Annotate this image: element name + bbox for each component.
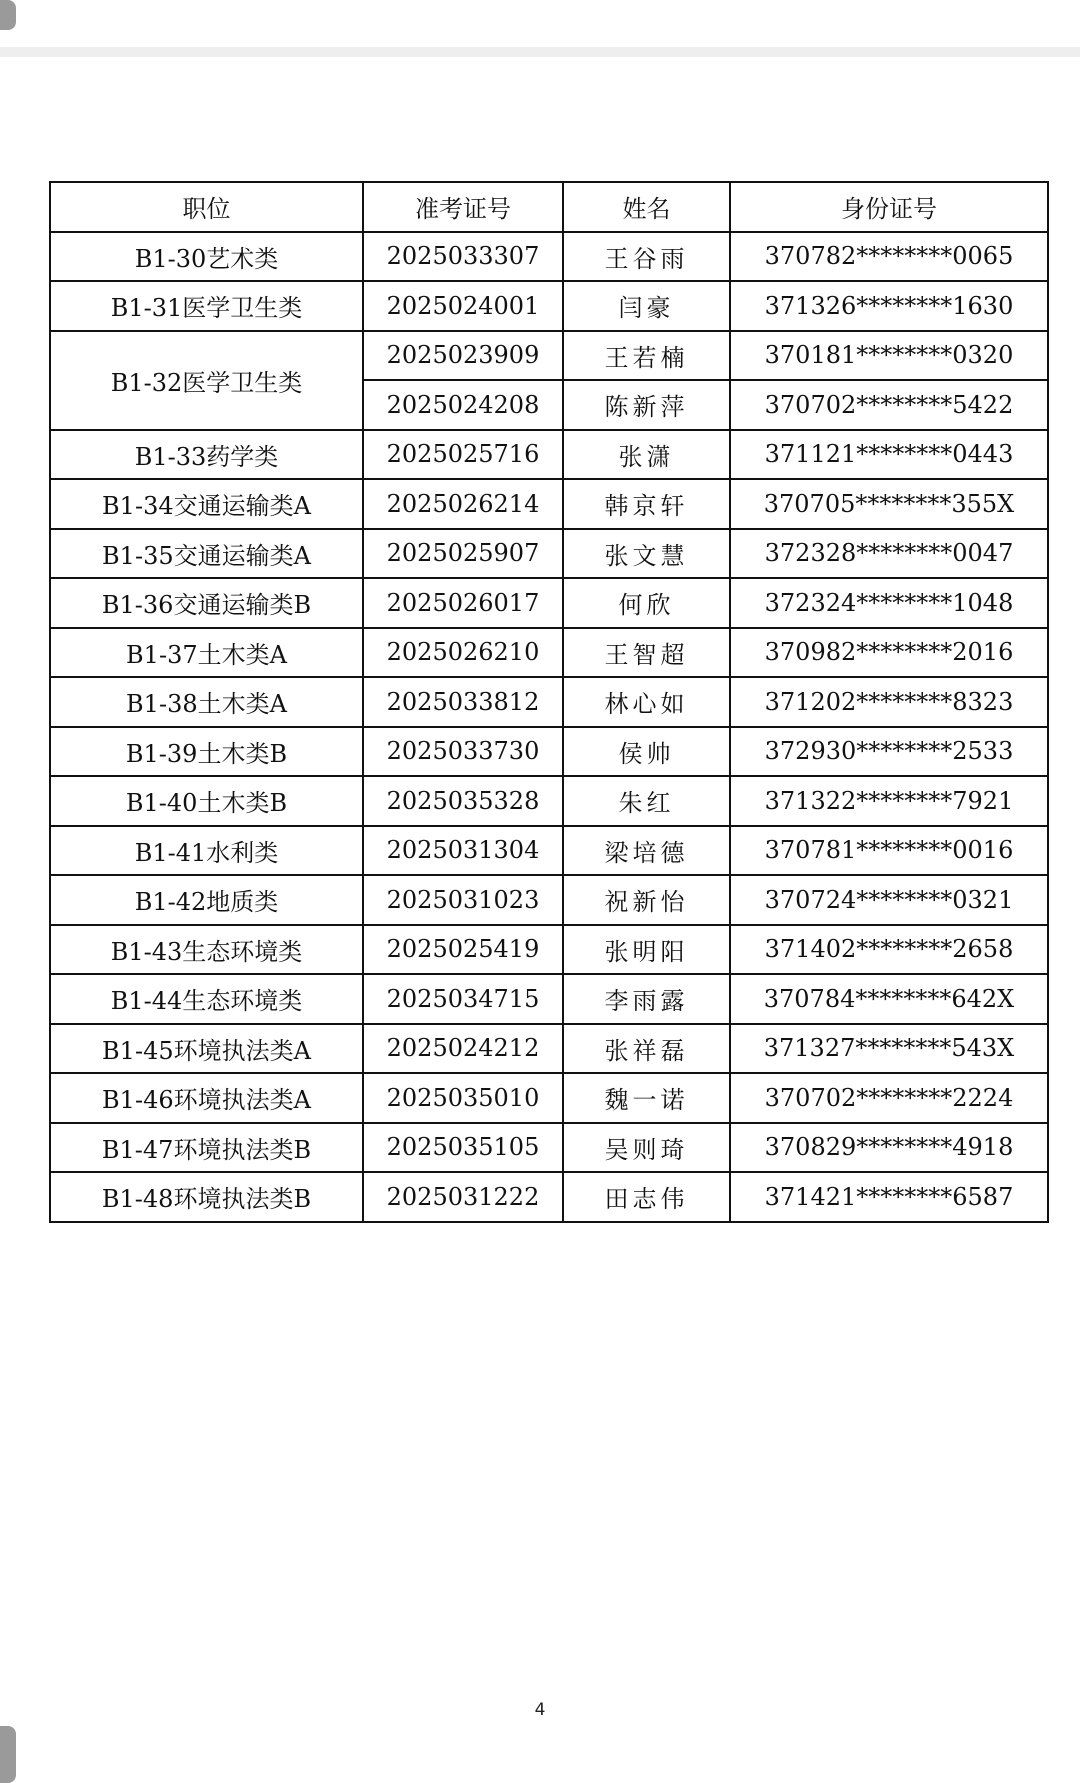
exam-number-cell: 2025023909 xyxy=(363,331,563,381)
position-cell: B1-36交通运输类B xyxy=(50,578,363,628)
position-cell: B1-30艺术类 xyxy=(50,232,363,282)
name-cell: 王智超 xyxy=(563,628,730,678)
table-row xyxy=(50,1073,1048,1123)
header-id-number: 身份证号 xyxy=(730,182,1048,232)
id-number-cell: 371322********7921 xyxy=(730,776,1048,826)
table-row xyxy=(50,677,1048,727)
position-cell: B1-44生态环境类 xyxy=(50,974,363,1024)
name-cell: 王谷雨 xyxy=(563,232,730,282)
exam-number-cell: 2025026214 xyxy=(363,479,563,529)
id-number-cell: 371326********1630 xyxy=(730,281,1048,331)
id-number-cell: 372930********2533 xyxy=(730,727,1048,777)
name-cell: 祝新怡 xyxy=(563,875,730,925)
id-number-cell: 372328********0047 xyxy=(730,529,1048,579)
position-cell: B1-46环境执法类A xyxy=(50,1073,363,1123)
table-row xyxy=(50,1024,1048,1074)
table-row xyxy=(50,430,1048,480)
table-header-row xyxy=(50,182,1048,232)
position-cell: B1-45环境执法类A xyxy=(50,1024,363,1074)
name-cell: 张文慧 xyxy=(563,529,730,579)
header-position: 职位 xyxy=(50,182,363,232)
position-cell: B1-31医学卫生类 xyxy=(50,281,363,331)
id-number-cell: 371421********6587 xyxy=(730,1172,1048,1222)
id-number-cell: 371327********543X xyxy=(730,1024,1048,1074)
scroll-tab-top[interactable] xyxy=(0,0,16,30)
position-cell: B1-48环境执法类B xyxy=(50,1172,363,1222)
header-exam-number: 准考证号 xyxy=(363,182,563,232)
name-cell: 王若楠 xyxy=(563,331,730,381)
position-cell: B1-40土木类B xyxy=(50,776,363,826)
table-row xyxy=(50,232,1048,282)
table-row xyxy=(50,925,1048,975)
position-cell-merged: B1-32医学卫生类 xyxy=(50,331,363,430)
id-number-cell: 370702********5422 xyxy=(730,380,1048,430)
table-row xyxy=(50,1123,1048,1173)
name-cell: 李雨露 xyxy=(563,974,730,1024)
exam-number-cell: 2025034715 xyxy=(363,974,563,1024)
position-cell: B1-42地质类 xyxy=(50,875,363,925)
table-row xyxy=(50,727,1048,777)
page-number: 4 xyxy=(534,1700,546,1720)
id-number-cell: 370784********642X xyxy=(730,974,1048,1024)
exam-number-cell: 2025035328 xyxy=(363,776,563,826)
exam-number-cell: 2025024208 xyxy=(363,380,563,430)
id-number-cell: 370724********0321 xyxy=(730,875,1048,925)
name-cell: 陈新萍 xyxy=(563,380,730,430)
table-row xyxy=(50,479,1048,529)
name-cell: 林心如 xyxy=(563,677,730,727)
position-cell: B1-34交通运输类A xyxy=(50,479,363,529)
document-page xyxy=(0,57,1080,1783)
exam-number-cell: 2025035105 xyxy=(363,1123,563,1173)
exam-number-cell: 2025031304 xyxy=(363,826,563,876)
position-cell: B1-33药学类 xyxy=(50,430,363,480)
position-cell: B1-39土木类B xyxy=(50,727,363,777)
table-row xyxy=(50,974,1048,1024)
id-number-cell: 370982********2016 xyxy=(730,628,1048,678)
exam-number-cell: 2025024001 xyxy=(363,281,563,331)
name-cell: 梁培德 xyxy=(563,826,730,876)
exam-number-cell: 2025033307 xyxy=(363,232,563,282)
exam-number-cell: 2025026210 xyxy=(363,628,563,678)
table-row xyxy=(50,776,1048,826)
name-cell: 张祥磊 xyxy=(563,1024,730,1074)
table-row xyxy=(50,875,1048,925)
header-name: 姓名 xyxy=(563,182,730,232)
exam-number-cell: 2025031222 xyxy=(363,1172,563,1222)
id-number-cell: 372324********1048 xyxy=(730,578,1048,628)
name-cell: 吴则琦 xyxy=(563,1123,730,1173)
exam-number-cell: 2025031023 xyxy=(363,875,563,925)
scroll-tab-bottom[interactable] xyxy=(0,1726,16,1783)
table-row xyxy=(50,1172,1048,1222)
id-number-cell: 370181********0320 xyxy=(730,331,1048,381)
position-cell: B1-37土木类A xyxy=(50,628,363,678)
position-cell: B1-41水利类 xyxy=(50,826,363,876)
exam-number-cell: 2025033812 xyxy=(363,677,563,727)
table-row xyxy=(50,281,1048,331)
name-cell: 韩京轩 xyxy=(563,479,730,529)
id-number-cell: 370829********4918 xyxy=(730,1123,1048,1173)
name-cell: 张明阳 xyxy=(563,925,730,975)
id-number-cell: 370781********0016 xyxy=(730,826,1048,876)
id-number-cell: 370705********355X xyxy=(730,479,1048,529)
name-cell: 魏一诺 xyxy=(563,1073,730,1123)
id-number-cell: 371402********2658 xyxy=(730,925,1048,975)
exam-number-cell: 2025025907 xyxy=(363,529,563,579)
exam-number-cell: 2025026017 xyxy=(363,578,563,628)
id-number-cell: 370782********0065 xyxy=(730,232,1048,282)
id-number-cell: 371121********0443 xyxy=(730,430,1048,480)
position-cell: B1-43生态环境类 xyxy=(50,925,363,975)
table-row xyxy=(50,331,1048,381)
exam-number-cell: 2025025419 xyxy=(363,925,563,975)
exam-number-cell: 2025025716 xyxy=(363,430,563,480)
name-cell: 张潇 xyxy=(563,430,730,480)
id-number-cell: 371202********8323 xyxy=(730,677,1048,727)
name-cell: 田志伟 xyxy=(563,1172,730,1222)
table-row xyxy=(50,628,1048,678)
table-row xyxy=(50,529,1048,579)
table-row xyxy=(50,826,1048,876)
name-cell: 侯帅 xyxy=(563,727,730,777)
position-cell: B1-47环境执法类B xyxy=(50,1123,363,1173)
position-cell: B1-38土木类A xyxy=(50,677,363,727)
exam-number-cell: 2025035010 xyxy=(363,1073,563,1123)
name-cell: 闫豪 xyxy=(563,281,730,331)
id-number-cell: 370702********2224 xyxy=(730,1073,1048,1123)
candidate-table xyxy=(49,181,1049,1223)
table-row xyxy=(50,578,1048,628)
page-top-edge xyxy=(0,47,1080,57)
exam-number-cell: 2025024212 xyxy=(363,1024,563,1074)
name-cell: 何欣 xyxy=(563,578,730,628)
exam-number-cell: 2025033730 xyxy=(363,727,563,777)
name-cell: 朱红 xyxy=(563,776,730,826)
position-cell: B1-35交通运输类A xyxy=(50,529,363,579)
